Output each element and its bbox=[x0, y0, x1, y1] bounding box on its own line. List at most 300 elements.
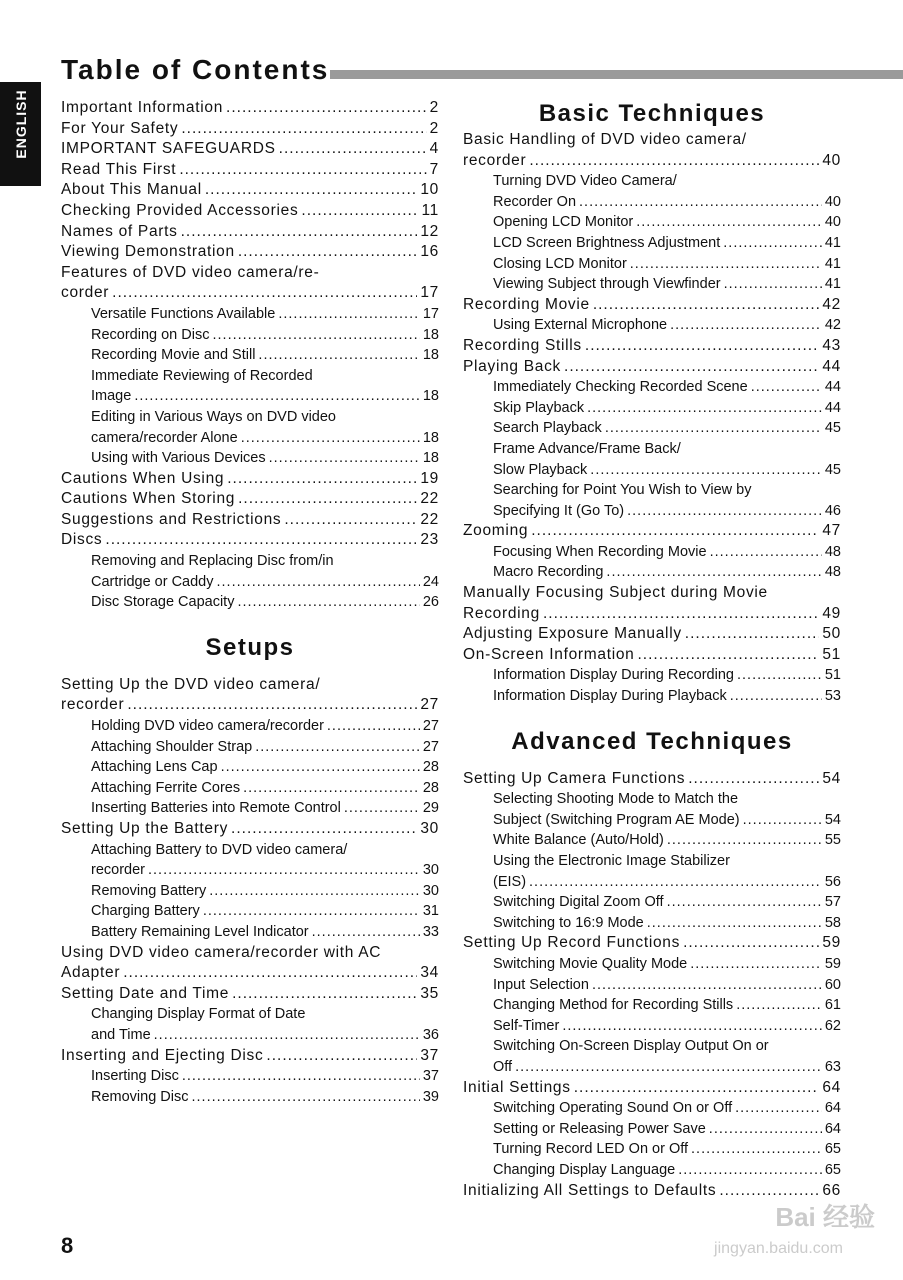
dot-leader bbox=[638, 645, 820, 666]
toc-entry-title: Setting Up the Battery bbox=[61, 820, 229, 837]
toc-entry-page: 59 bbox=[822, 934, 841, 952]
toc-entry-title: Initial Settings bbox=[463, 1078, 571, 1096]
toc-entry-line bbox=[61, 1046, 439, 1067]
toc-entry bbox=[463, 665, 841, 686]
dot-leader bbox=[212, 325, 419, 346]
toc-entry-line bbox=[91, 1025, 439, 1046]
toc-entry bbox=[463, 645, 841, 666]
toc-entry bbox=[463, 233, 841, 254]
toc-entry-page: 27 bbox=[422, 718, 439, 735]
toc-entry-line bbox=[463, 624, 841, 645]
toc-entry-line bbox=[493, 501, 841, 522]
toc-entry-title: Macro Recording bbox=[493, 564, 604, 581]
toc-entry-line bbox=[91, 448, 439, 469]
toc-entry-line bbox=[493, 418, 841, 439]
toc-entry-title: LCD Screen Brightness Adjustment bbox=[493, 234, 721, 251]
dot-leader bbox=[241, 428, 420, 449]
toc-entry bbox=[61, 222, 439, 243]
toc-entry bbox=[463, 130, 841, 171]
toc-entry-line bbox=[463, 769, 841, 790]
toc-entry bbox=[61, 901, 439, 922]
toc-entry-title: Inserting Disc bbox=[91, 1068, 179, 1085]
toc-entry-page: 36 bbox=[422, 1026, 439, 1043]
toc-entry-page: 31 bbox=[422, 903, 439, 920]
toc-entry-title: Image bbox=[91, 388, 132, 405]
toc-entry bbox=[463, 913, 841, 934]
toc-entry-line bbox=[463, 521, 841, 542]
toc-entry-title: Specifying It (Go To) bbox=[493, 502, 625, 519]
dot-leader bbox=[647, 913, 822, 934]
dot-leader bbox=[529, 872, 822, 893]
toc-entry-line bbox=[493, 542, 841, 563]
toc-entry-page: 64 bbox=[824, 1120, 841, 1137]
toc-entry-title: Changing Method for Recording Stills bbox=[493, 997, 734, 1014]
toc-entry bbox=[61, 263, 439, 304]
dot-leader bbox=[690, 954, 822, 975]
toc-entry bbox=[61, 98, 439, 119]
toc-entry-line bbox=[61, 119, 439, 140]
dot-leader bbox=[238, 242, 418, 263]
toc-entry-title: Battery Remaining Level Indicator bbox=[91, 923, 309, 940]
toc-entry bbox=[61, 139, 439, 160]
toc-entry-line bbox=[91, 922, 439, 943]
toc-entry-page: 44 bbox=[824, 399, 841, 416]
toc-entry bbox=[463, 315, 841, 336]
toc-entry bbox=[463, 480, 841, 521]
toc-entry-page: 51 bbox=[824, 667, 841, 684]
dot-leader bbox=[743, 810, 822, 831]
toc-entry-page: 55 bbox=[824, 832, 841, 849]
toc-entry-title: Holding DVD video camera/recorder bbox=[91, 718, 324, 735]
dot-leader bbox=[154, 1025, 420, 1046]
toc-entry-title: About This Manual bbox=[61, 181, 202, 199]
toc-entry-page: 16 bbox=[420, 243, 439, 261]
toc-entry-page: 37 bbox=[420, 1046, 439, 1064]
dot-leader bbox=[593, 295, 820, 316]
dot-leader bbox=[301, 201, 418, 222]
toc-entry-line bbox=[493, 665, 841, 686]
toc-entry-page: 42 bbox=[824, 317, 841, 334]
language-tab-label: ENGLISH bbox=[13, 89, 29, 159]
toc-entry-line bbox=[61, 984, 439, 1005]
toc-entry-title: Attaching Ferrite Cores bbox=[91, 779, 241, 796]
language-tab bbox=[0, 82, 41, 186]
toc-entry-page: 56 bbox=[824, 873, 841, 890]
toc-entry-page: 22 bbox=[420, 510, 439, 528]
toc-entry-page: 46 bbox=[824, 502, 841, 519]
toc-entry-line bbox=[493, 995, 841, 1016]
toc-entry-page: 12 bbox=[420, 222, 439, 240]
toc-entry bbox=[463, 398, 841, 419]
toc-list-setups bbox=[61, 675, 439, 1107]
toc-entry-line bbox=[61, 695, 439, 716]
toc-entry-title: Using External Microphone bbox=[493, 317, 668, 334]
toc-entry-title-line: Removing and Replacing Disc from/in bbox=[91, 553, 334, 570]
toc-entry-page: 54 bbox=[824, 811, 841, 828]
toc-entry-title: Charging Battery bbox=[91, 903, 200, 920]
dot-leader bbox=[630, 254, 822, 275]
toc-entry-line bbox=[91, 716, 439, 737]
toc-entry-page: 17 bbox=[422, 305, 439, 322]
toc-entry-title: recorder bbox=[61, 696, 125, 714]
toc-entry-title-line: Switching On-Screen Display Output On or bbox=[493, 1038, 769, 1055]
toc-entry bbox=[463, 975, 841, 996]
toc-entry-line bbox=[493, 562, 841, 583]
toc-entry-line bbox=[91, 304, 439, 325]
toc-entry-line bbox=[493, 1057, 841, 1078]
section-heading-setups: Setups bbox=[205, 633, 295, 661]
dot-leader bbox=[134, 386, 420, 407]
toc-entry bbox=[61, 984, 439, 1005]
toc-entry-title-line: Setting Up the DVD video camera/ bbox=[61, 675, 321, 693]
toc-entry bbox=[61, 325, 439, 346]
toc-entry-line bbox=[493, 975, 841, 996]
toc-entry-line bbox=[91, 386, 439, 407]
toc-entry-line bbox=[493, 1160, 841, 1181]
section-heading-advanced-techniques: Advanced Techniques bbox=[511, 727, 793, 755]
toc-entry-line bbox=[61, 242, 439, 263]
dot-leader bbox=[205, 180, 417, 201]
toc-entry-title: Adapter bbox=[61, 964, 121, 982]
dot-leader bbox=[606, 562, 821, 583]
dot-leader bbox=[192, 1087, 420, 1108]
toc-entry-title: Setting or Releasing Power Save bbox=[493, 1120, 706, 1137]
watermark-brand: Bai 经验 bbox=[775, 1202, 875, 1232]
dot-leader bbox=[543, 604, 819, 625]
toc-entry-line bbox=[61, 222, 439, 243]
toc-entry-page: 18 bbox=[422, 450, 439, 467]
dot-leader bbox=[529, 151, 819, 172]
toc-entry-page: 65 bbox=[824, 1161, 841, 1178]
toc-entry bbox=[61, 716, 439, 737]
toc-entry-page: 30 bbox=[422, 862, 439, 879]
toc-entry-title: Initializing All Settings to Defaults bbox=[463, 1181, 717, 1199]
toc-entry-line bbox=[91, 901, 439, 922]
toc-entry-line bbox=[493, 377, 841, 398]
dot-leader bbox=[179, 160, 426, 181]
toc-entry bbox=[61, 530, 439, 551]
toc-entry-line bbox=[61, 160, 439, 181]
toc-entry-line bbox=[493, 686, 841, 707]
dot-leader bbox=[590, 460, 822, 481]
toc-entry-line bbox=[493, 274, 841, 295]
toc-entry-title: Inserting Batteries into Remote Control bbox=[91, 800, 341, 817]
toc-entry-title: recorder bbox=[91, 862, 145, 879]
toc-entry-line bbox=[493, 810, 841, 831]
toc-entry-title: Setting Up Camera Functions bbox=[463, 769, 686, 787]
toc-entry-page: 30 bbox=[420, 820, 439, 837]
toc-entry-page: 10 bbox=[420, 181, 439, 199]
toc-entry-title: Changing Display Language bbox=[493, 1161, 676, 1178]
toc-entry-title: Switching Movie Quality Mode bbox=[493, 955, 688, 972]
toc-entry bbox=[463, 995, 841, 1016]
toc-entry-page: 7 bbox=[429, 160, 439, 178]
toc-entry-page: 2 bbox=[429, 119, 439, 137]
toc-entry bbox=[463, 933, 841, 954]
toc-entry-title: Slow Playback bbox=[493, 461, 588, 478]
toc-entry bbox=[463, 377, 841, 398]
dot-leader bbox=[269, 448, 420, 469]
toc-entry-title: recorder bbox=[463, 151, 527, 169]
toc-entry-page: 24 bbox=[422, 573, 439, 590]
dot-leader bbox=[683, 933, 819, 954]
dot-leader bbox=[227, 469, 417, 490]
toc-entry-page: 40 bbox=[824, 214, 841, 231]
toc-entry-line bbox=[61, 139, 439, 160]
toc-entry-title: Switching Digital Zoom Off bbox=[493, 894, 664, 911]
dot-leader bbox=[217, 572, 420, 593]
toc-entry bbox=[61, 160, 439, 181]
toc-entry-title: Recording Movie bbox=[463, 295, 590, 313]
toc-entry-line bbox=[91, 860, 439, 881]
dot-leader bbox=[105, 530, 417, 551]
toc-entry-title: (EIS) bbox=[493, 873, 527, 890]
toc-entry bbox=[61, 551, 439, 592]
toc-entry-page: 30 bbox=[422, 882, 439, 899]
toc-entry-line bbox=[61, 98, 439, 119]
toc-entry-title: Input Selection bbox=[493, 976, 589, 993]
toc-entry bbox=[61, 201, 439, 222]
dot-leader bbox=[735, 1098, 822, 1119]
toc-entry-line bbox=[493, 830, 841, 851]
dot-leader bbox=[344, 798, 420, 819]
toc-entry bbox=[463, 521, 841, 542]
toc-entry bbox=[463, 830, 841, 851]
toc-entry bbox=[463, 789, 841, 830]
toc-entry-line bbox=[493, 212, 841, 233]
toc-entry bbox=[61, 819, 439, 840]
toc-entry-page: 37 bbox=[422, 1068, 439, 1085]
toc-entry-title-line: Manually Focusing Subject during Movie bbox=[463, 584, 768, 602]
toc-entry-title: Viewing Demonstration bbox=[61, 243, 235, 261]
toc-entry-line bbox=[61, 283, 439, 304]
toc-entry-page: 18 bbox=[422, 326, 439, 343]
toc-entry-line bbox=[463, 933, 841, 954]
toc-entry-line bbox=[61, 530, 439, 551]
toc-entry-page: 62 bbox=[824, 1017, 841, 1034]
dot-leader bbox=[112, 283, 417, 304]
toc-entry-line bbox=[463, 1078, 841, 1099]
toc-entry-title: Information Display During Recording bbox=[493, 667, 734, 684]
dot-leader bbox=[685, 624, 820, 645]
toc-entry bbox=[61, 1066, 439, 1087]
toc-entry-line bbox=[61, 819, 439, 840]
toc-entry-title: Adjusting Exposure Manually bbox=[463, 625, 682, 643]
toc-entry-page: 40 bbox=[822, 151, 841, 169]
toc-entry-page: 41 bbox=[824, 234, 841, 251]
toc-entry-page: 27 bbox=[422, 738, 439, 755]
dot-leader bbox=[182, 1066, 420, 1087]
toc-entry-line bbox=[91, 757, 439, 778]
toc-entry-title: Recording Stills bbox=[463, 336, 582, 354]
dot-leader bbox=[737, 665, 822, 686]
toc-entry-line bbox=[61, 469, 439, 490]
toc-entry-title: Focusing When Recording Movie bbox=[493, 543, 707, 560]
toc-entry bbox=[463, 1160, 841, 1181]
toc-entry-line bbox=[493, 315, 841, 336]
toc-list-general bbox=[61, 98, 439, 613]
toc-entry-title: Immediately Checking Recorded Scene bbox=[493, 379, 748, 396]
toc-entry-line bbox=[493, 872, 841, 893]
toc-entry-title: Turning Record LED On or Off bbox=[493, 1141, 689, 1158]
toc-entry-page: 66 bbox=[822, 1181, 841, 1199]
toc-entry bbox=[61, 366, 439, 407]
toc-entry-page: 54 bbox=[822, 769, 841, 787]
toc-entry bbox=[61, 675, 439, 716]
dot-leader bbox=[723, 233, 822, 254]
dot-leader bbox=[209, 881, 420, 902]
toc-entry-line bbox=[493, 1119, 841, 1140]
toc-entry bbox=[463, 1098, 841, 1119]
dot-leader bbox=[203, 901, 420, 922]
toc-entry bbox=[61, 778, 439, 799]
toc-entry bbox=[61, 592, 439, 613]
toc-entry-title: Removing Battery bbox=[91, 882, 207, 899]
toc-entry bbox=[463, 954, 841, 975]
toc-entry-title: For Your Safety bbox=[61, 119, 179, 137]
toc-entry-line bbox=[61, 180, 439, 201]
toc-entry-page: 18 bbox=[422, 347, 439, 364]
dot-leader bbox=[284, 510, 417, 531]
toc-entry-title: Self-Timer bbox=[493, 1017, 560, 1034]
toc-entry-title: Skip Playback bbox=[493, 399, 585, 416]
toc-entry-title: Subject (Switching Program AE Mode) bbox=[493, 811, 740, 828]
toc-entry-title: Information Display During Playback bbox=[493, 688, 727, 705]
toc-entry-page: 41 bbox=[824, 276, 841, 293]
toc-entry-title: Using with Various Devices bbox=[91, 450, 266, 467]
toc-entry-title-line: Attaching Battery to DVD video camera/ bbox=[91, 841, 348, 858]
toc-list-basic bbox=[463, 130, 841, 707]
toc-entry-title: Checking Provided Accessories bbox=[61, 201, 299, 219]
dot-leader bbox=[710, 542, 822, 563]
dot-leader bbox=[678, 1160, 822, 1181]
toc-entry-page: 2 bbox=[429, 99, 439, 116]
toc-entry bbox=[463, 892, 841, 913]
toc-entry-title-line: Searching for Point You Wish to View by bbox=[493, 482, 752, 499]
toc-entry bbox=[463, 418, 841, 439]
toc-entry-page: 34 bbox=[420, 964, 439, 982]
dot-leader bbox=[724, 274, 822, 295]
toc-entry-line bbox=[463, 357, 841, 378]
dot-leader bbox=[278, 304, 420, 325]
toc-entry-page: 50 bbox=[822, 625, 841, 643]
toc-entry-title: camera/recorder Alone bbox=[91, 429, 238, 446]
left-column bbox=[61, 98, 439, 1107]
toc-entry-title: Read This First bbox=[61, 160, 177, 178]
dot-leader bbox=[279, 139, 427, 160]
dot-leader bbox=[232, 984, 417, 1005]
toc-entry-page: 18 bbox=[422, 429, 439, 446]
dot-leader bbox=[605, 418, 822, 439]
dot-leader bbox=[148, 860, 420, 881]
page-title: Table of Contents bbox=[61, 54, 330, 85]
toc-entry bbox=[61, 242, 439, 263]
toc-entry bbox=[463, 769, 841, 790]
dot-leader bbox=[691, 1139, 822, 1160]
toc-entry-title: Cartridge or Caddy bbox=[91, 573, 214, 590]
toc-entry-title: Inserting and Ejecting Disc bbox=[61, 1046, 264, 1064]
dot-leader bbox=[531, 521, 819, 542]
toc-entry-page: 48 bbox=[824, 564, 841, 581]
dot-leader bbox=[627, 501, 822, 522]
toc-entry-line bbox=[91, 881, 439, 902]
toc-entry-page: 53 bbox=[824, 688, 841, 705]
toc-entry-title: Recording on Disc bbox=[91, 326, 210, 343]
dot-leader bbox=[670, 315, 822, 336]
toc-entry-title-line: Turning DVD Video Camera/ bbox=[493, 173, 677, 190]
toc-entry bbox=[463, 1016, 841, 1037]
toc-entry-title: Recording bbox=[463, 604, 540, 622]
toc-entry-title: Cautions When Storing bbox=[61, 490, 236, 508]
toc-entry-title-line: Changing Display Format of Date bbox=[91, 1006, 306, 1023]
dot-leader bbox=[327, 716, 420, 737]
toc-entry bbox=[61, 180, 439, 201]
toc-entry bbox=[463, 686, 841, 707]
toc-entry-title-line: Editing in Various Ways on DVD video bbox=[91, 408, 336, 425]
dot-leader bbox=[123, 963, 417, 984]
toc-entry-line bbox=[493, 1016, 841, 1037]
dot-leader bbox=[736, 995, 822, 1016]
toc-entry-title: and Time bbox=[91, 1026, 151, 1043]
toc-entry-title: Search Playback bbox=[493, 420, 602, 437]
toc-entry-page: 19 bbox=[420, 469, 439, 487]
toc-entry-page: 63 bbox=[824, 1058, 841, 1075]
dot-leader bbox=[255, 737, 420, 758]
toc-entry bbox=[463, 212, 841, 233]
toc-entry bbox=[463, 1078, 841, 1099]
toc-entry-line bbox=[493, 254, 841, 275]
toc-entry-page: 27 bbox=[420, 696, 439, 714]
toc-entry-title: Playing Back bbox=[463, 357, 562, 375]
toc-entry-title: Removing Disc bbox=[91, 1088, 189, 1105]
toc-entry bbox=[61, 737, 439, 758]
toc-entry bbox=[61, 757, 439, 778]
toc-entry-title: corder bbox=[61, 284, 110, 302]
toc-entry bbox=[463, 624, 841, 645]
toc-entry-line bbox=[493, 192, 841, 213]
toc-entry-page: 51 bbox=[822, 645, 841, 663]
dot-leader bbox=[221, 757, 420, 778]
toc-entry-title: Recorder On bbox=[493, 193, 577, 210]
toc-entry bbox=[61, 1087, 439, 1108]
toc-entry bbox=[61, 840, 439, 881]
toc-entry-page: 39 bbox=[422, 1088, 439, 1105]
toc-entry bbox=[61, 1046, 439, 1067]
toc-entry-page: 60 bbox=[824, 976, 841, 993]
toc-entry-page: 47 bbox=[822, 522, 841, 540]
toc-entry-line bbox=[91, 592, 439, 613]
dot-leader bbox=[237, 592, 419, 613]
toc-entry bbox=[463, 542, 841, 563]
toc-entry-title: On-Screen Information bbox=[463, 645, 635, 663]
toc-entry bbox=[463, 357, 841, 378]
toc-entry-line bbox=[61, 963, 439, 984]
dot-leader bbox=[181, 119, 426, 140]
dot-leader bbox=[730, 686, 822, 707]
toc-entry-title: Versatile Functions Available bbox=[91, 305, 276, 322]
toc-entry bbox=[463, 254, 841, 275]
toc-entry bbox=[61, 489, 439, 510]
toc-entry-line bbox=[91, 737, 439, 758]
dot-leader bbox=[667, 830, 822, 851]
toc-entry-title-line: Using DVD video camera/recorder with AC bbox=[61, 943, 382, 961]
toc-entry-title: White Balance (Auto/Hold) bbox=[493, 832, 664, 849]
toc-entry bbox=[61, 798, 439, 819]
dot-leader bbox=[258, 345, 419, 366]
toc-entry-page: 57 bbox=[824, 894, 841, 911]
toc-entry-line bbox=[91, 325, 439, 346]
toc-entry-title: Setting Up Record Functions bbox=[463, 934, 681, 952]
